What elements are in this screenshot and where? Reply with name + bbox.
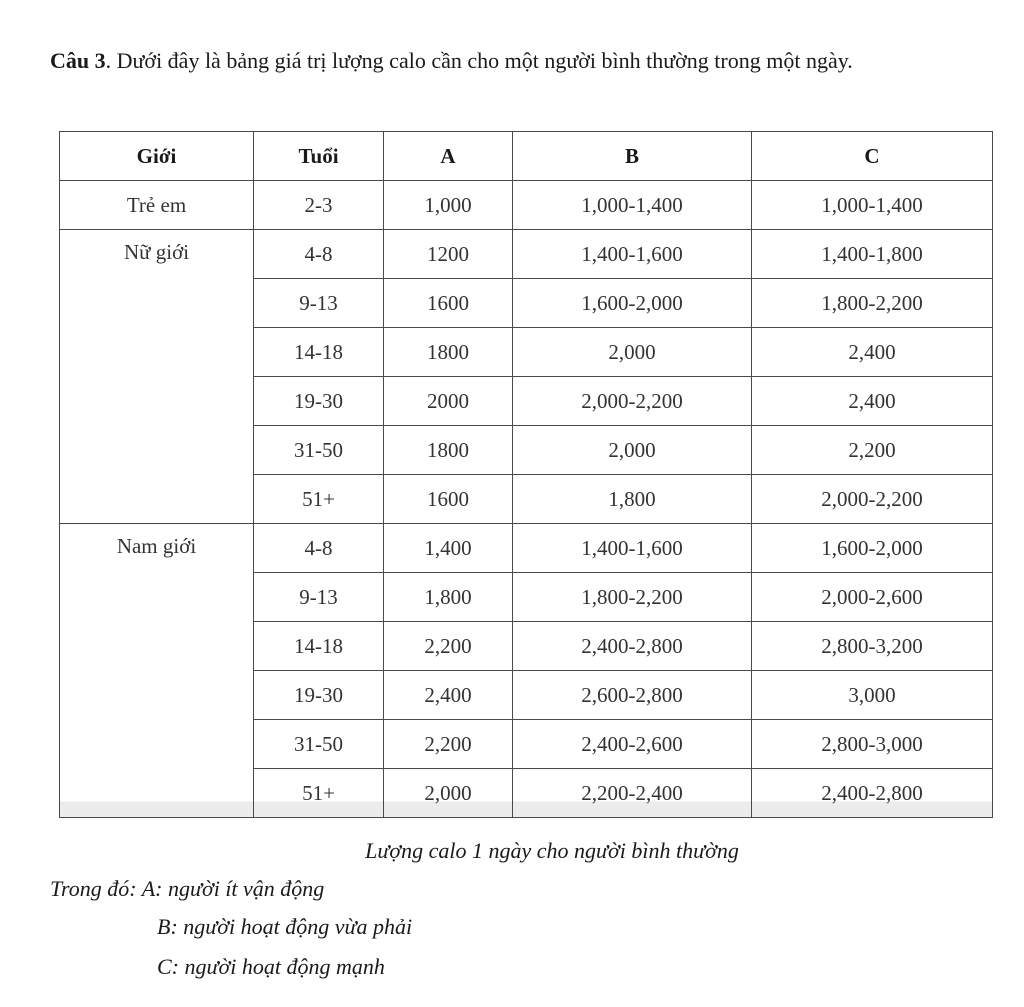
- b-value-cell: 1,600-2,000: [513, 279, 752, 328]
- a-value-cell: 1800: [384, 328, 513, 377]
- header-a: A: [384, 132, 513, 181]
- calorie-table: [59, 131, 993, 818]
- c-value-cell: 2,800-3,200: [752, 622, 993, 671]
- c-value-cell: 2,400: [752, 377, 993, 426]
- age-cell: 31-50: [254, 720, 384, 769]
- c-value-cell: 2,000-2,600: [752, 573, 993, 622]
- c-value-cell: 1,400-1,800: [752, 230, 993, 279]
- a-value-cell: 1,400: [384, 524, 513, 573]
- table-row: [60, 524, 993, 573]
- legend-a: Trong đó: A: người ít vận động: [50, 876, 325, 901]
- c-value-cell: 1,000-1,400: [752, 181, 993, 230]
- b-value-cell: 2,000-2,200: [513, 377, 752, 426]
- a-value-cell: 2,400: [384, 671, 513, 720]
- gender-group-cell: Nam giới: [60, 524, 254, 818]
- age-cell: 31-50: [254, 426, 384, 475]
- c-value-cell: 2,800-3,000: [752, 720, 993, 769]
- c-value-cell: 2,400: [752, 328, 993, 377]
- table-header-row: [60, 132, 993, 181]
- b-value-cell: 1,800: [513, 475, 752, 524]
- legend-b: B: người hoạt động vừa phải: [157, 914, 413, 939]
- gender-group-cell: Trẻ em: [60, 181, 254, 230]
- question-text: [50, 48, 853, 74]
- a-value-cell: 2,200: [384, 720, 513, 769]
- gender-group-cell: Nữ giới: [60, 230, 254, 524]
- table-row: [60, 230, 993, 279]
- question-body: . Dưới đây là bảng giá trị lượng calo cần cho một người bình thường trong một ngày.: [105, 48, 853, 73]
- b-value-cell: 2,400-2,800: [513, 622, 752, 671]
- b-value-cell: 2,400-2,600: [513, 720, 752, 769]
- age-cell: 9-13: [254, 573, 384, 622]
- age-cell: 4-8: [254, 230, 384, 279]
- c-value-cell: 2,400-2,800: [752, 769, 993, 818]
- table-caption: Lượng calo 1 ngày cho người bình thường: [365, 838, 739, 863]
- age-cell: 14-18: [254, 622, 384, 671]
- age-cell: 4-8: [254, 524, 384, 573]
- b-value-cell: 2,000: [513, 328, 752, 377]
- header-age: Tuổi: [254, 132, 384, 181]
- age-cell: 51+: [254, 769, 384, 818]
- b-value-cell: 1,400-1,600: [513, 230, 752, 279]
- b-value-cell: 2,000: [513, 426, 752, 475]
- a-value-cell: 1,000: [384, 181, 513, 230]
- age-cell: 19-30: [254, 671, 384, 720]
- age-cell: 14-18: [254, 328, 384, 377]
- b-value-cell: 2,600-2,800: [513, 671, 752, 720]
- a-value-cell: 1,800: [384, 573, 513, 622]
- table-row: [60, 181, 993, 230]
- c-value-cell: 1,600-2,000: [752, 524, 993, 573]
- a-value-cell: 1800: [384, 426, 513, 475]
- c-value-cell: 1,800-2,200: [752, 279, 993, 328]
- header-c: C: [752, 132, 993, 181]
- age-cell: 51+: [254, 475, 384, 524]
- age-cell: 19-30: [254, 377, 384, 426]
- a-value-cell: 1200: [384, 230, 513, 279]
- a-value-cell: 1600: [384, 475, 513, 524]
- age-cell: 2-3: [254, 181, 384, 230]
- header-gender: Giới: [60, 132, 254, 181]
- question-number: Câu 3: [50, 48, 106, 73]
- header-b: B: [513, 132, 752, 181]
- age-cell: 9-13: [254, 279, 384, 328]
- a-value-cell: 2,000: [384, 769, 513, 818]
- b-value-cell: 1,400-1,600: [513, 524, 752, 573]
- legend-c: C: người hoạt động mạnh: [157, 954, 385, 979]
- b-value-cell: 1,800-2,200: [513, 573, 752, 622]
- c-value-cell: 2,200: [752, 426, 993, 475]
- a-value-cell: 1600: [384, 279, 513, 328]
- a-value-cell: 2000: [384, 377, 513, 426]
- b-value-cell: 1,000-1,400: [513, 181, 752, 230]
- b-value-cell: 2,200-2,400: [513, 769, 752, 818]
- c-value-cell: 3,000: [752, 671, 993, 720]
- a-value-cell: 2,200: [384, 622, 513, 671]
- c-value-cell: 2,000-2,200: [752, 475, 993, 524]
